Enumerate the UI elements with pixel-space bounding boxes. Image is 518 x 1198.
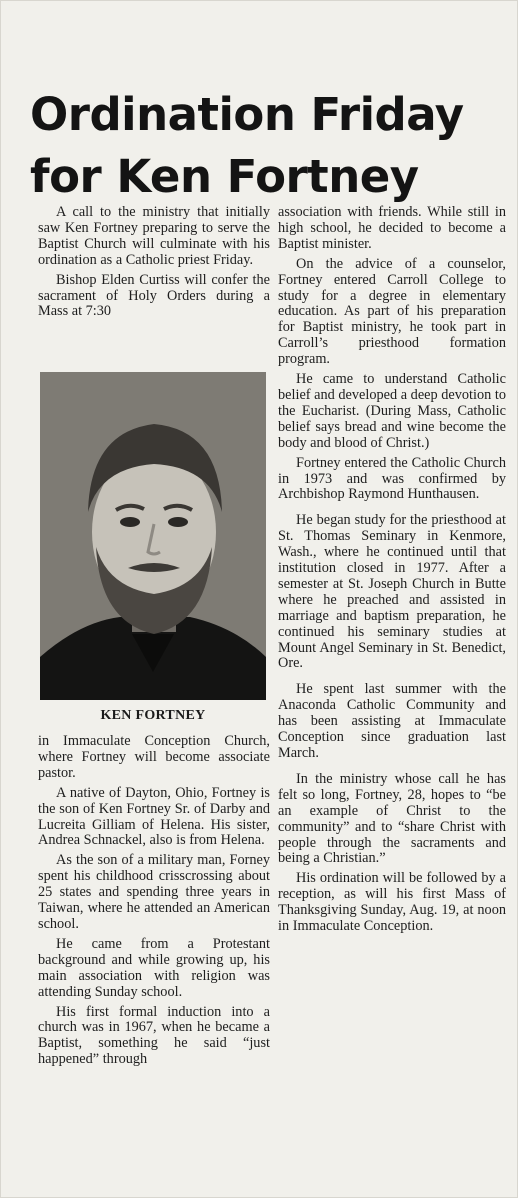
paragraph: He spent last summer with the Anaconda Catholic Community and has been assisting at Immaculate Conception since graduation last March.: [278, 681, 506, 761]
article-column-right: [278, 205, 506, 939]
article-column-left-bottom: [38, 734, 270, 1072]
paragraph: He came from a Protestant background and while growing up, his main association with religion was attending Sunday school.: [38, 935, 270, 1000]
headline-line-2: for Ken Fortney: [30, 150, 419, 203]
article-column-left-top: [38, 205, 270, 324]
paragraph: Fortney entered the Catholic Church in 1973 and was confirmed by Archbishop Raymond Hunthausen.: [278, 454, 506, 503]
paragraph: Bishop Elden Curtiss will confer the sacrament of Holy Orders during a Mass at 7:30: [38, 271, 270, 320]
paragraph: He came to understand Catholic belief and developed a deep devotion to the Eucharist. (During Mass, Catholic belief says bread and wine become the body and blood of Christ.): [278, 371, 506, 451]
paragraph: in Immaculate Conception Church, where Fortney will become associate pastor.: [38, 733, 270, 781]
headline: [30, 84, 510, 208]
paragraph: A native of Dayton, Ohio, Fortney is the son of Ken Fortney Sr. of Darby and Lucreita Gilliam of Helena. His sister, Andrea Schnackel, also is from Helena.: [38, 784, 270, 849]
paragraph: His first formal induction into a church was in 1967, when he became a Baptist, something he said “just happened” through: [38, 1003, 270, 1068]
paragraph: On the advice of a counselor, Fortney entered Carroll College to study for a degree in elementary education. As part of his preparation for Baptist ministry, he took part in Carroll’s priesthood formation program.: [278, 255, 506, 368]
paragraph: In the ministry whose call he has felt so long, Fortney, 28, hopes to “be an example of Christ to the community” and to “share Christ with people through the sacraments and being a Christian.”: [278, 770, 506, 867]
paragraph: association with friends. While still in high school, he decided to become a Baptist minister.: [278, 204, 506, 252]
portrait-illustration: [40, 372, 266, 700]
paragraph: A call to the ministry that initially saw Ken Fortney preparing to serve the Baptist Church will culminate with his ordination as a Catholic priest Friday.: [38, 204, 270, 268]
paragraph: His ordination will be followed by a reception, as will his first Mass of Thanksgiving Sunday, Aug. 19, at noon in Immaculate Conception.: [278, 870, 506, 935]
paragraph: He began study for the priesthood at St. Thomas Seminary in Kenmore, Wash., where he continued until that institution closed in 1977. After a semester at St. Joseph Church in Butte where he preached and assisted in marriage and baptism preparation, he continued his seminary studies at Mount Angel Seminary in St. Benedict, Ore.: [278, 512, 506, 672]
paragraph: As the son of a military man, Forney spent his childhood crisscrossing about 25 states and spending three years in Taiwan, where he attended an American school.: [38, 852, 270, 932]
photo-caption: KEN FORTNEY: [100, 708, 206, 723]
portrait-photo: [40, 372, 266, 700]
headline-line-1: Ordination Friday: [30, 88, 464, 141]
